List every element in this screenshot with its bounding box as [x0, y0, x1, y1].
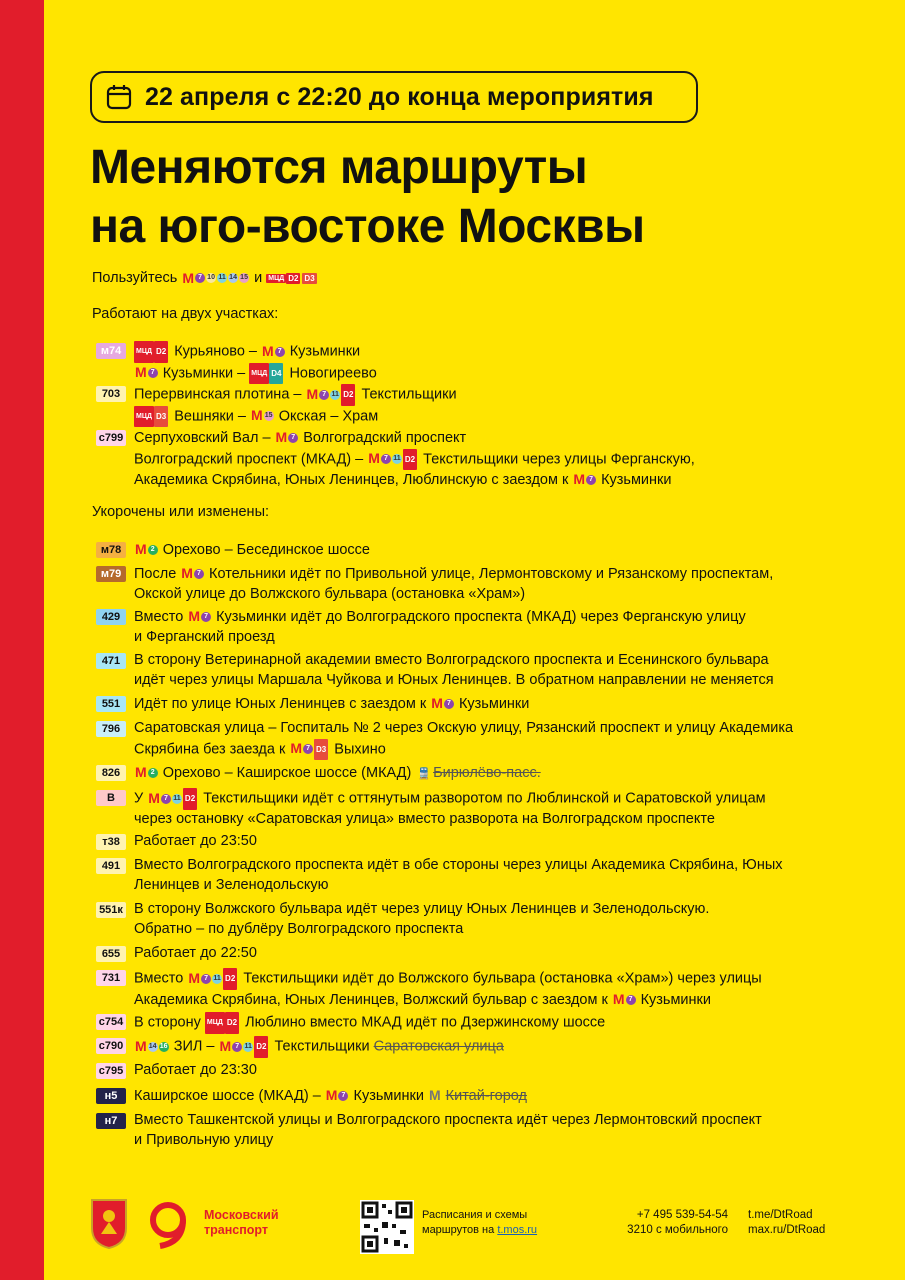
route-row: 551 Идёт по улице Юных Ленинцев с заездом к М 7 Кузьминки — [96, 694, 529, 715]
metro-line-10-icon: 10 — [207, 274, 215, 281]
route-badge: 471 — [96, 653, 126, 669]
metro-logo-icon: М — [219, 1037, 232, 1054]
route-badge: 731 — [96, 970, 126, 986]
metro-logo-icon: М — [135, 1037, 147, 1054]
route-row: м74 МЦД D2 Курьяново – М 7 Кузьминки М 7 Кузьминки – МЦД D4 Новогиреево — [96, 341, 377, 384]
metro-logo-icon: М — [290, 740, 303, 757]
metro-line-11-icon: 11 — [218, 274, 226, 281]
route-row: В У М 7 11 D2 Текстильщики идёт с оттянутым разворотом по Люблинской и Саратовской улицам через остановку «Саратовская улица» вместо разворота на Волгоградском проспекте — [96, 788, 766, 829]
metro-logo-icon: М — [275, 429, 288, 445]
mcd-d2-icon: D2 — [288, 273, 299, 283]
metro-logo-icon: М — [182, 270, 195, 286]
route-badge: м78 — [96, 542, 126, 558]
route-row: с799 Серпуховский Вал – М 7 Волгоградский проспект Волгоградский проспект (МКАД) – М 7 11 D2 Текстильщики через улицы Ферганскую, Академика Скрябина, Юных Ленинцев, Люблинскую с заездом к М 7 Кузьминки — [96, 428, 695, 491]
max-link[interactable]: max.ru/DtRoad — [748, 1224, 826, 1236]
route-row: 731 Вместо М 7 11 D2 Текстильщики идёт до Волжского бульвара (остановка «Храм») через улицы Академика Скрябина, Юных Ленинцев, Волжский бульвар с заездом к М 7 Кузьминки — [96, 968, 762, 1010]
section-title: Укорочены или изменены: — [92, 504, 270, 520]
route-badge: 655 — [96, 946, 126, 962]
metro-logo-icon: М — [325, 1087, 338, 1103]
metro-logo-icon: М — [148, 789, 160, 806]
route-badge: н7 — [96, 1113, 126, 1129]
metro-logo-icon: М — [181, 565, 193, 581]
route-badge: н5 — [96, 1088, 126, 1104]
mcd-icon: МЦД — [205, 1012, 225, 1034]
telegram-link[interactable]: t.me/DtRoad — [748, 1209, 813, 1221]
route-row: 429 Вместо М 7 Кузьминки идёт до Волгоградского проспекта (МКАД) через Ферганскую улицу и Ферганский проезд — [96, 607, 746, 647]
route-badge: 796 — [96, 721, 126, 737]
metro-logo-icon: М — [135, 364, 147, 381]
route-row: с754 В сторону МЦД D2 Люблино вместо МКАД идёт по Дзержинскому шоссе — [96, 1012, 605, 1034]
metro-line-7-icon: 7 — [195, 273, 205, 283]
route-row: н5 Каширское шоссе (МКАД) – М 7 Кузьминки М Китай-город — [96, 1086, 527, 1107]
moscow-coat-of-arms-icon — [90, 1198, 128, 1250]
route-badge: м79 — [96, 566, 126, 582]
mcd-icon: МЦД — [134, 406, 154, 428]
metro-logo-icon: М — [368, 450, 380, 467]
mcd-d3-icon: D3 — [304, 273, 315, 283]
route-badge: 703 — [96, 386, 126, 402]
route-row: 471 В сторону Ветеринарной академии вместо Волгоградского проспекта и Есенинского бульвара идёт через улицы Маршала Чуйкова и Юных Ленинцев. В обратном направлении не меняется — [96, 651, 774, 690]
page-title: Меняются маршруты на юго-востоке Москвы — [90, 141, 645, 253]
metro-logo-icon: М — [262, 342, 274, 359]
mcd-icon: МЦД — [134, 341, 154, 363]
route-badge: с754 — [96, 1014, 126, 1030]
route-badge: с795 — [96, 1063, 126, 1079]
metro-logo-icon: М — [431, 695, 443, 711]
phone-info: +7 495 539-54-54 3210 с мобильного — [627, 1209, 728, 1236]
qr-code-icon[interactable] — [360, 1200, 414, 1254]
route-row: 491 Вместо Волгоградского проспекта идёт в обе стороны через улицы Академика Скрябина, Юных Ленинцев и Зеленодольскую — [96, 856, 783, 895]
date-banner — [90, 71, 698, 123]
metro-line-15-icon: 15 — [240, 274, 248, 281]
metro-logo-icon: М — [135, 764, 147, 780]
metro-logo-icon: М — [188, 969, 201, 986]
route-badge: с790 — [96, 1038, 126, 1054]
route-row: 703 Перервинская плотина – М 7 11 D2 Текстильщики МЦД D3 Вешняки – М 15 Окская – Храм — [96, 384, 457, 427]
date-text: 22 апреля с 22:20 до конца мероприятия — [145, 82, 654, 111]
route-row: 796 Саратовская улица – Госпиталь № 2 через Окскую улицу, Рязанский проспект и улицу Академика Скрябина без заезда к М 7 D3 Выхино — [96, 719, 793, 760]
metro-logo-icon: М — [135, 541, 147, 557]
use-lines-text: Пользуйтесь М 7 10 11 14 15 и МЦД D2 D3 — [92, 270, 315, 286]
route-badge: 826 — [96, 765, 126, 781]
route-badge: 429 — [96, 609, 126, 625]
mcd-icon: МЦД — [268, 274, 285, 282]
section-title: Работают на двух участках: — [92, 306, 279, 322]
moscow-transport-logo-icon — [146, 1200, 194, 1250]
route-row: с795 Работает до 23:30 — [96, 1061, 257, 1081]
metro-logo-icon: М — [573, 471, 586, 487]
route-badge: 551к — [96, 902, 126, 918]
schedules-info: Расписания и схемы маршрутов на t.mos.ru — [422, 1209, 538, 1236]
route-badge: 491 — [96, 858, 126, 874]
metro-logo-icon: М — [306, 385, 319, 402]
route-row: н7 Вместо Ташкентской улицы и Волгоградского проспекта идёт через Лермонтовский проспект и Привольную улицу — [96, 1111, 762, 1150]
metro-logo-icon: М — [188, 608, 201, 624]
route-badge: м74 — [96, 343, 126, 359]
route-badge: В — [96, 790, 126, 806]
train-icon: 🚆 — [417, 768, 432, 780]
route-row: м78 М 2 Орехово – Бесединское шоссе — [96, 540, 370, 561]
route-badge: т38 — [96, 834, 126, 850]
brand-name: Московский транспорт — [204, 1208, 279, 1237]
mcd-icon: МЦД — [249, 363, 269, 385]
route-row: т38 Работает до 23:50 — [96, 832, 257, 852]
route-row: 655 Работает до 22:50 — [96, 944, 257, 964]
metro-line-14-icon: 14 — [229, 274, 237, 281]
route-badge: 551 — [96, 696, 126, 712]
route-row: 826 М 2 Орехово – Каширское шоссе (МКАД) 🚆 Бирюлёво-пасс. — [96, 763, 541, 785]
calendar-icon — [105, 83, 133, 111]
metro-logo-icon: М — [612, 990, 625, 1007]
route-badge: с799 — [96, 430, 126, 446]
red-side-bar — [0, 0, 44, 1280]
social-links — [748, 1208, 825, 1238]
metro-logo-icon: М — [251, 407, 263, 424]
tmos-link[interactable]: t.mos.ru — [497, 1224, 538, 1236]
route-row: 551к В сторону Волжского бульвара идёт через улицу Юных Ленинцев и Зеленодольскую. Обратно – по дублёру Волгоградского проспекта — [96, 900, 709, 939]
route-row: м79 После М 7 Котельники идёт по Привольной улице, Лермонтовскому и Рязанскому проспектам, Окской улице до Волжского бульвара (остановка «Храм») — [96, 564, 773, 604]
route-row: с790 М 14 16 ЗИЛ – М 7 11 D2 Текстильщики Саратовская улица — [96, 1036, 504, 1058]
